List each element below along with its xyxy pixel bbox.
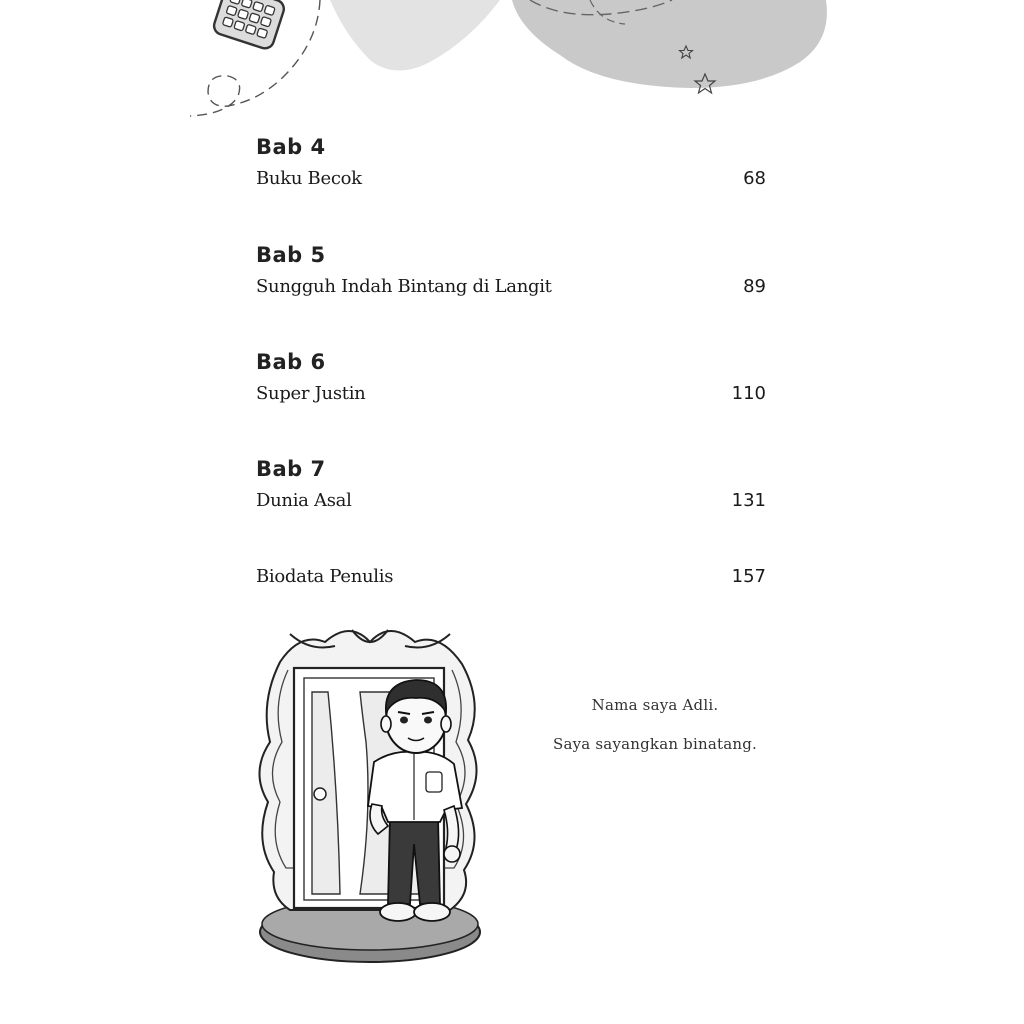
chapter-label: Bab 6	[256, 350, 326, 374]
biodata-page-number: 157	[731, 566, 766, 587]
chapter-page-number: 89	[743, 276, 766, 297]
caption-line: Nama saya Adli.	[591, 696, 719, 714]
chapter-title: Dunia Asal	[256, 490, 352, 511]
boy-at-ornate-door-icon	[240, 612, 500, 972]
chapter-label: Bab 7	[256, 457, 326, 481]
chapter-entry	[256, 456, 768, 511]
chapter-label: Bab 4	[256, 135, 326, 159]
biodata-title: Biodata Penulis	[256, 566, 394, 587]
chapter-title: Sungguh Indah Bintang di Langit	[256, 276, 552, 297]
chapter-label: Bab 5	[256, 243, 326, 267]
chapter-entry	[256, 242, 768, 297]
chapter-entry	[256, 349, 768, 404]
chapter-title: Super Justin	[256, 383, 366, 404]
chapter-entry	[256, 134, 768, 189]
calculator-and-cloud-icon	[0, 0, 1024, 130]
chapter-page-number: 131	[731, 490, 766, 511]
biodata-entry	[256, 566, 768, 587]
chapter-title: Buku Becok	[256, 168, 362, 189]
chapter-page-number: 110	[731, 383, 766, 404]
caption-line: Saya sayangkan binatang.	[553, 735, 757, 753]
chapter-page-number: 68	[743, 168, 766, 189]
